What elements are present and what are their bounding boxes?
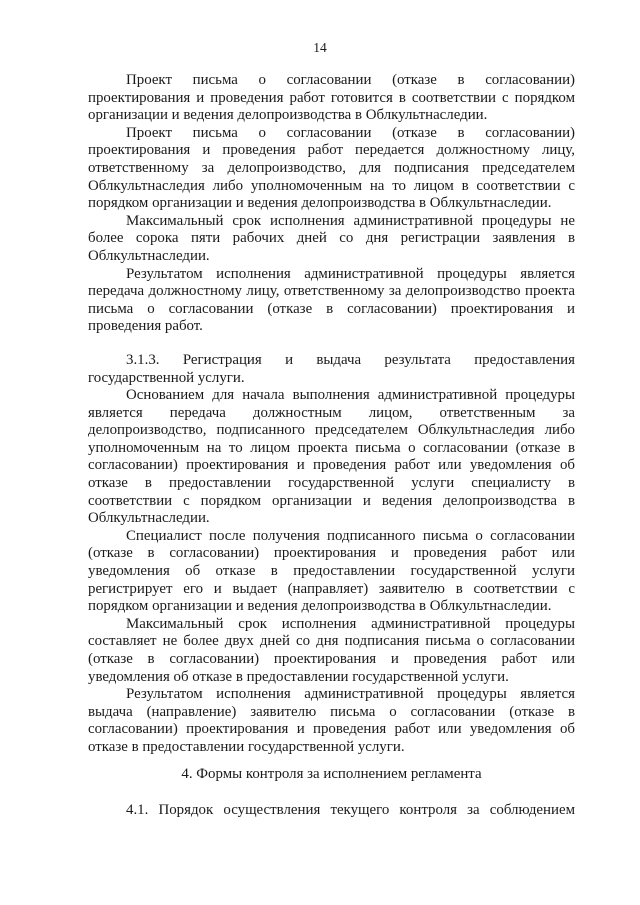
body-text (88, 72, 575, 757)
paragraph: Результатом исполнения административной процедуры является передача должностному лицу, ответственному за делопроизводство проекта письма о согласовании (отказе в согласовании) проектирования и проведения работ. (88, 265, 575, 335)
paragraph: Максимальный срок исполнения административной процедуры не более сорока пяти рабочих дней со дня регистрации заявления в Облкультнаследии. (88, 212, 575, 264)
section-first-line: 4.1. Порядок осуществления текущего контроля за соблюдением (126, 802, 575, 818)
paragraph: Проект письма о согласовании (отказе в согласовании) проектирования и проведения работ передается должностному лицу, ответственному за делопроизводство, для подписания председателем Облкультнаследия либо уполномоченным на то лицом в соответствии с порядком организации и ведения делопроизводства в Облкультнаследии. (88, 124, 575, 212)
subsection-heading: 3.1.3. Регистрация и выдача результата предоставления государственной услуги. (88, 351, 575, 386)
paragraph: Проект письма о согласовании (отказе в согласовании) проектирования и проведения работ готовится в соответствии с порядком организации и ведения делопроизводства в Облкультнаследии. (88, 72, 575, 124)
paragraph: Результатом исполнения административной процедуры является выдача (направление) заявителю письма о согласовании (отказе в согласовании) проектирования и проведения работ или уведомления об отказе в предоставлении государственной услуги. (88, 686, 575, 755)
section-title: 4. Формы контроля за исполнением регламента (181, 766, 482, 782)
paragraph: Максимальный срок исполнения административной процедуры составляет не более двух дней со дня подписания письма о согласовании (отказе в согласовании) проектирования и проведения работ или уведомления об отказе в предоставлении государственной услуги. (88, 615, 575, 685)
page-number: 14 (313, 40, 327, 55)
paragraph: Специалист после получения подписанного письма о согласовании (отказе в согласовании) проектирования и проведения работ или уведомления об отказе в предоставлении государственной услуги регистрирует его и выдает (направляет) заявителю в соответствии с порядком организации и ведения делопроизводства в Облкультнаследии. (88, 527, 575, 615)
paragraph-gap (88, 336, 575, 352)
paragraph: Основанием для начала выполнения административной процедуры является передача должностным лицом, ответственным за делопроизводство, подписанного председателем Облкультнаследия либо уполномоченным на то лицом проекта письма о согласовании (отказе в согласовании) проектирования и проведения работ или уведомления об отказе в предоставлении государственной услуги специалисту в соответствии с порядком организации и ведения делопроизводства в Облкультнаследии. (88, 387, 575, 527)
